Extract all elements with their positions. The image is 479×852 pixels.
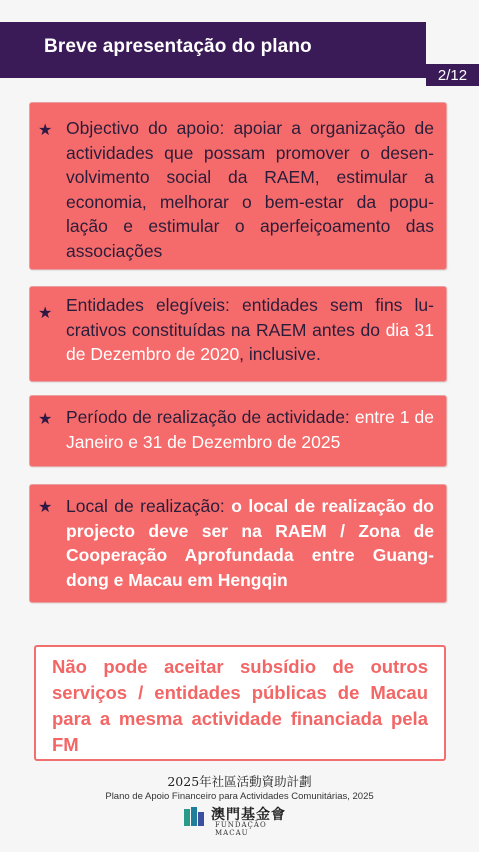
star-icon: ★ — [38, 305, 53, 322]
card-text: Objectivo do apoio: apoiar a organização de actividades que possam promover o desen-volvimento social da RAEM, estimular a economia, melhorar o bem-estar da popu-lação e estimular o aperfeiçoamento das associações — [66, 118, 434, 261]
footer-title-cn: 2025年社區活動資助計劃 — [167, 774, 312, 789]
star-icon: ★ — [38, 499, 53, 516]
card-text — [66, 405, 434, 454]
card-highlight: entre 1 de Janeiro e 31 de Dezembro de 2025 — [66, 407, 435, 452]
info-card-eligible-entities — [29, 286, 447, 382]
card-highlight: o local de realização do projecto deve ser na RAEM / Zona de Cooperação Aprofundada entre Guang-dong e Macau em Hengqin — [66, 496, 434, 590]
fundacao-macau-logo-icon — [183, 806, 205, 828]
card-suffix: , inclusive. — [239, 344, 321, 364]
card-text — [66, 293, 434, 367]
star-icon: ★ — [38, 122, 53, 139]
card-highlight: dia 31 de Dezembro de 2020 — [66, 319, 434, 364]
footer-title-pt: Plano de Apoio Financeiro para Actividades Comunitárias, 2025 — [105, 791, 374, 802]
header-banner — [0, 22, 426, 78]
notice-box — [34, 645, 446, 761]
card-label: Período de realização de actividade: — [66, 407, 355, 427]
info-card-location — [29, 484, 447, 603]
card-text — [66, 494, 434, 592]
logo-text-cn: 澳門基金會 — [211, 807, 286, 823]
notice-text: Não pode aceitar subsídio de outros serviços / entidades públicas de Macau para a mesma actividade financiada pela FM — [52, 656, 428, 755]
fundacao-macau-logo — [183, 804, 303, 837]
page-title: Breve apresentação do plano — [44, 36, 312, 57]
info-card-objective — [29, 102, 447, 270]
card-label: Local de realização: — [66, 496, 232, 516]
card-label: Entidades elegíveis: entidades sem fins lu-crativos constituídas na RAEM antes do — [66, 295, 434, 340]
logo-text-pt: FUNDAÇÃO MACAU — [215, 821, 267, 837]
star-icon: ★ — [38, 411, 53, 428]
page-number: 2/12 — [426, 64, 479, 86]
info-card-period — [29, 395, 447, 467]
